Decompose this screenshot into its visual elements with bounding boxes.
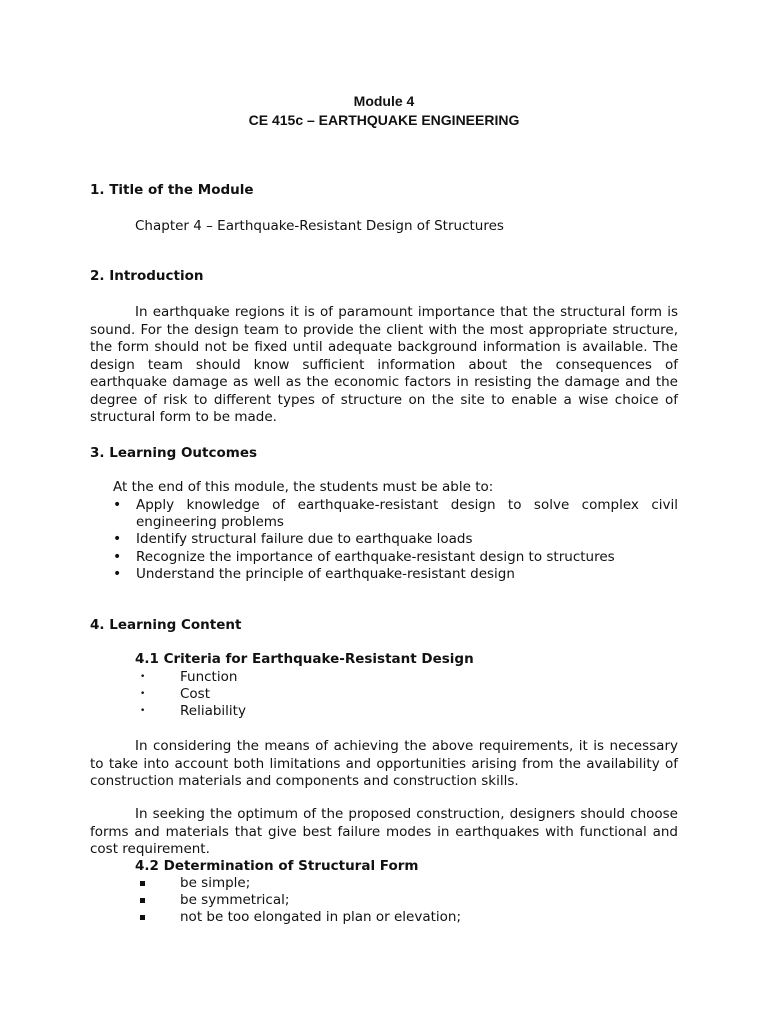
structural-form-list: [135, 875, 461, 927]
module-number: Module 4: [353, 93, 415, 109]
list-item: • Apply knowledge of earthquake-resistant design to solve complex civil engineering problems: [113, 497, 678, 531]
section-2-heading: 2. Introduction: [90, 268, 204, 284]
subsection-4-2-heading: 4.2 Determination of Structural Form: [135, 858, 419, 874]
criteria-paragraph-2: In seeking the optimum of the proposed construction, designers should choose forms and materials that give best failure modes in earthquakes with functional and cost requirement.: [90, 806, 678, 857]
list-item: be symmetrical;: [135, 892, 461, 909]
section-3-heading: 3. Learning Outcomes: [90, 445, 258, 461]
subsection-4-1-heading: 4.1 Criteria for Earthquake-Resistant Design: [135, 651, 474, 667]
outcomes-list: [113, 497, 678, 583]
list-item: • Recognize the importance of earthquake-resistant design to structures: [113, 549, 678, 566]
list-item: • Understand the principle of earthquake-resistant design: [113, 566, 678, 583]
section-1-heading: 1. Title of the Module: [90, 182, 254, 198]
criteria-list: [135, 669, 246, 721]
list-item: • Function: [135, 669, 246, 686]
list-item: • Reliability: [135, 703, 246, 720]
list-item: • Identify structural failure due to earthquake loads: [113, 531, 678, 548]
outcomes-intro: At the end of this module, the students must be able to:: [113, 479, 494, 495]
list-item: • Cost: [135, 686, 246, 703]
criteria-paragraph-1: In considering the means of achieving the above requirements, it is necessary to take into account both limitations and opportunities arising from the availability of construction materials and components and construction skills.: [90, 738, 678, 789]
course-title: CE 415c – EARTHQUAKE ENGINEERING: [248, 112, 520, 128]
introduction-paragraph: In earthquake regions it is of paramount importance that the structural form is sound. For the design team to provide the client with the most appropriate structure, the form should not be fixed until adequate background information is available. The design team should know sufficient information about the consequences of earthquake damage as well as the economic factors in resisting the damage and the degree of risk to different types of structure on the site to enable a wise choice of structural form to be made.: [90, 304, 678, 425]
list-item: not be too elongated in plan or elevation;: [135, 909, 461, 926]
list-item: be simple;: [135, 875, 461, 892]
section-4-heading: 4. Learning Content: [90, 617, 242, 633]
chapter-title: Chapter 4 – Earthquake-Resistant Design of Structures: [135, 218, 504, 234]
